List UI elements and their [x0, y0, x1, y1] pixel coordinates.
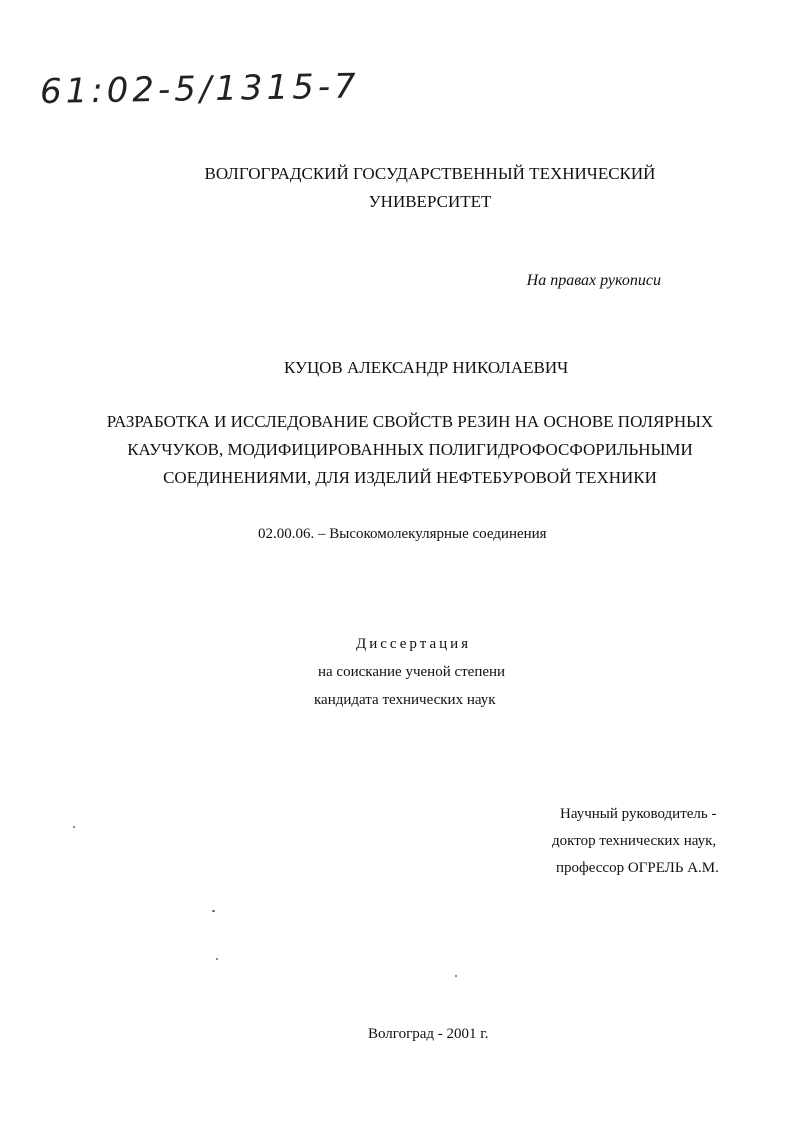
- manuscript-rights: На правах рукописи: [526, 272, 661, 289]
- scan-speck: [216, 958, 218, 960]
- author-name: КУЦОВ АЛЕКСАНДР НИКОЛАЕВИЧ: [284, 358, 569, 377]
- supervisor-role: Научный руководитель -: [560, 806, 717, 822]
- scan-speck: [212, 910, 215, 912]
- institution-line-2: УНИВЕРСИТЕТ: [368, 192, 492, 211]
- degree-line-1: на соискание ученой степени: [318, 664, 506, 680]
- title-line-3: СОЕДИНЕНИЯМИ, ДЛЯ ИЗДЕЛИЙ НЕФТЕБУРОВОЙ ТЕХНИКИ: [163, 468, 657, 487]
- city-year: Волгоград - 2001 г.: [368, 1026, 489, 1042]
- catalog-number: 61:02-5/1315-7: [39, 66, 361, 112]
- title-line-1: РАЗРАБОТКА И ИССЛЕДОВАНИЕ СВОЙСТВ РЕЗИН НА ОСНОВЕ ПОЛЯРНЫХ: [106, 412, 714, 431]
- document-type: Диссертация: [356, 636, 472, 652]
- supervisor-name: профессор ОГРЕЛЬ А.М.: [556, 860, 719, 876]
- dissertation-title: [100, 408, 720, 492]
- specialty-code: 02.00.06. – Высокомолекулярные соединения: [258, 526, 547, 542]
- supervisor-degree: доктор технических наук,: [552, 833, 717, 849]
- institution-line-1: ВОЛГОГРАДСКИЙ ГОСУДАРСТВЕННЫЙ ТЕХНИЧЕСКИЙ: [204, 164, 656, 183]
- title-line-2: КАУЧУКОВ, МОДИФИЦИРОВАННЫХ ПОЛИГИДРОФОСФОРИЛЬНЫМИ: [127, 440, 693, 459]
- scan-speck: [455, 975, 457, 977]
- institution-name: [130, 160, 730, 216]
- degree-line-2: кандидата технических наук: [314, 692, 496, 708]
- scan-speck: [73, 826, 75, 828]
